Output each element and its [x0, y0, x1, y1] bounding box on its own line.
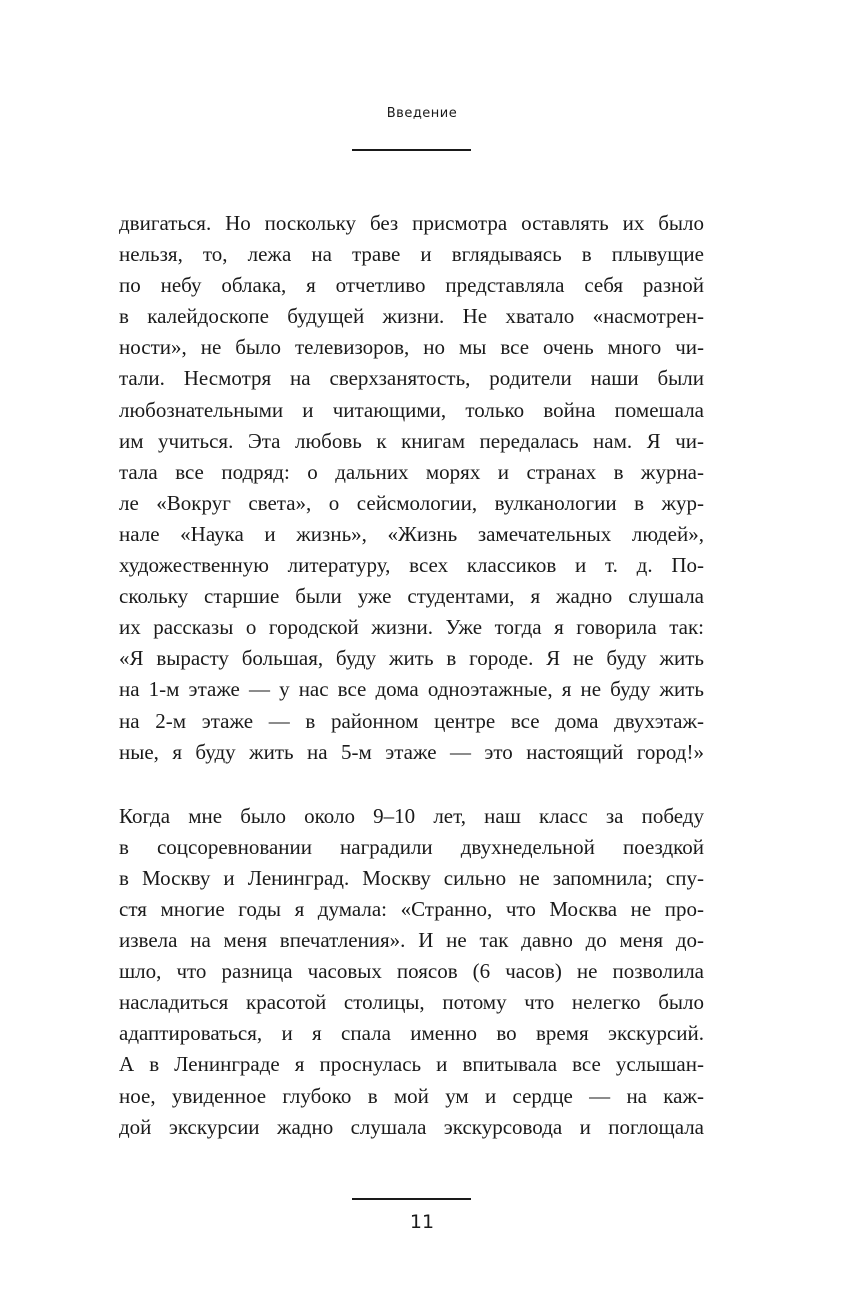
header-rule: [352, 149, 471, 151]
text-line: насладиться красотой столицы, потому что нелегко было: [119, 990, 704, 1015]
text-line: А в Ленинграде я проснулась и впитывала все услышан-: [119, 1052, 704, 1077]
text-line: ное, увиденное глубоко в мой ум и сердце — на каж-: [119, 1083, 704, 1108]
text-line: ле «Вокруг света», о сейсмологии, вулканологии в жур-: [119, 490, 704, 515]
text-line: тала все подряд: о дальних морях и странах в журна-: [119, 459, 704, 484]
text-line: Когда мне было около 9–10 лет, наш класс за победу: [119, 803, 704, 828]
text-line: стя многие годы я думала: «Странно, что Москва не про-: [119, 896, 704, 921]
text-line: адаптироваться, и я спала именно во время экскурсий.: [119, 1021, 704, 1046]
text-line: их рассказы о городской жизни. Уже тогда я говорила так:: [119, 615, 704, 640]
text-line: нельзя, то, лежа на траве и вглядываясь в плывущие: [119, 242, 704, 267]
text-line: по небу облака, я отчетливо представляла себя разной: [119, 273, 704, 298]
text-line: на 2-м этаже — в районном центре все дома двухэтаж-: [119, 708, 704, 733]
running-head-title: Введение: [386, 106, 458, 121]
text-line: скольку старшие были уже студентами, я жадно слушала: [119, 584, 704, 609]
text-line: художественную литературу, всех классиков и т. д. По-: [119, 553, 704, 578]
paragraph-gap: [119, 768, 704, 801]
text-line: в соцсоревновании наградили двухнедельной поездкой: [119, 834, 704, 859]
text-line: ные, я буду жить на 5-м этаже — это настоящий город!»: [119, 739, 704, 764]
text-line: извела на меня впечатления». И не так давно до меня до-: [119, 928, 704, 953]
text-line: шло, что разница часовых поясов (6 часов) не позволила: [119, 959, 704, 984]
text-line: нале «Наука и жизнь», «Жизнь замечательных людей»,: [119, 521, 704, 546]
text-line: любознательными и читающими, только война помешала: [119, 397, 704, 422]
text-line: дой экскурсии жадно слушала экскурсовода и поглощала: [119, 1114, 704, 1139]
footer-rule: [352, 1198, 471, 1200]
text-line: двигаться. Но поскольку без присмотра оставлять их было: [119, 211, 704, 235]
page-number: 11: [409, 1211, 435, 1233]
text-line: тали. Несмотря на сверхзанятость, родители наши были: [119, 366, 704, 391]
paragraph: [119, 801, 704, 1143]
text-line: ности», не было телевизоров, но мы все очень много чи-: [119, 335, 704, 360]
text-line: в калейдоскопе будущей жизни. Не хватало «насмотрен-: [119, 304, 704, 329]
text-line: в Москву и Ленинград. Москву сильно не запомнила; спу-: [119, 865, 704, 890]
text-line: на 1-м этаже — у нас все дома одноэтажные, я не буду жить: [119, 677, 704, 702]
text-line: им учиться. Эта любовь к книгам передалась нам. Я чи-: [119, 428, 704, 453]
body-text: [119, 208, 704, 1143]
paragraph: [119, 208, 704, 768]
text-line: «Я вырасту большая, буду жить в городе. Я не буду жить: [119, 646, 704, 671]
